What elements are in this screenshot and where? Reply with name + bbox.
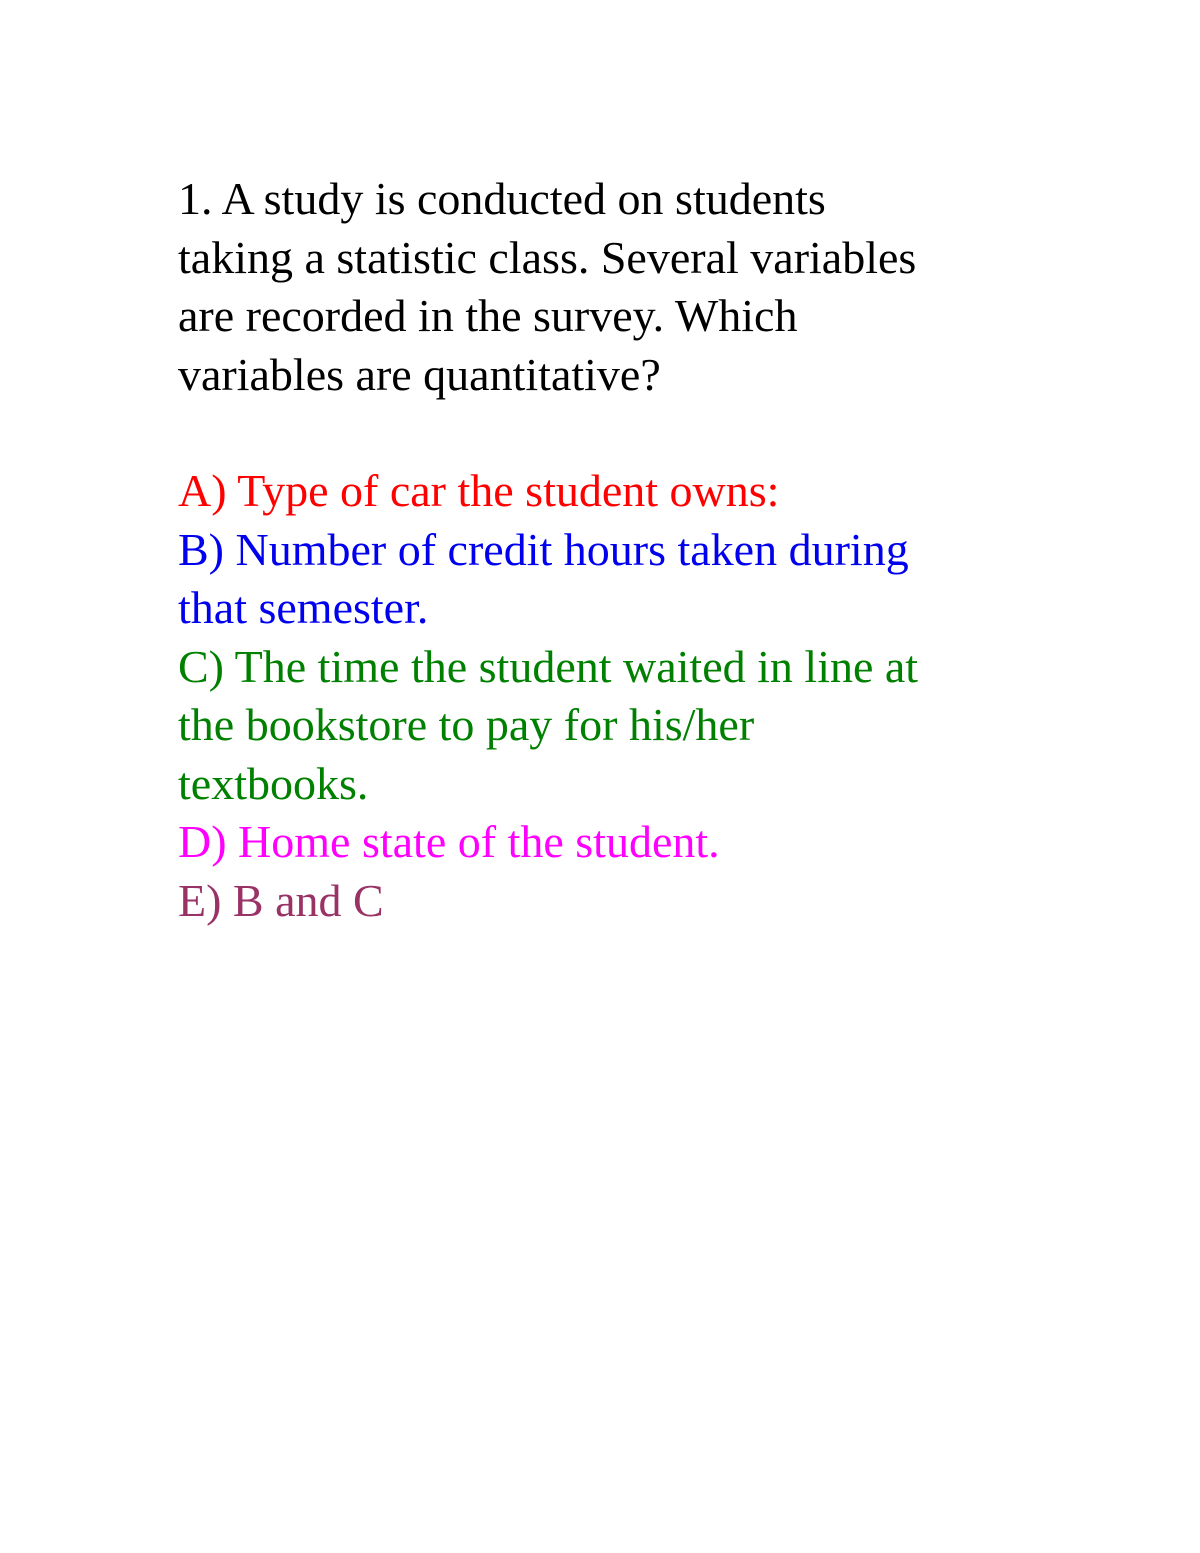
question-line: are recorded in the survey. Which xyxy=(178,290,798,341)
option-c-line: C) The time the student waited in line at xyxy=(178,640,919,692)
option-a-line: A) Type of car the student owns: xyxy=(178,465,780,516)
option-b-line: B) Number of credit hours taken during xyxy=(178,523,909,575)
question-line: taking a statistic class. Several variables xyxy=(178,231,917,283)
option-e xyxy=(178,872,1038,931)
option-d-line: D) Home state of the student. xyxy=(178,816,720,867)
option-c-line: textbooks. xyxy=(178,757,369,809)
question-line: 1. A study is conducted on students xyxy=(178,173,826,224)
question-text xyxy=(178,170,1038,404)
question-block xyxy=(178,170,1038,930)
option-b xyxy=(178,521,1038,638)
option-c-line: the bookstore to pay for his/her xyxy=(178,699,755,750)
option-d xyxy=(178,813,1038,872)
answer-options xyxy=(178,462,1038,930)
option-a xyxy=(178,462,1038,521)
option-b-line: that semester. xyxy=(178,582,429,633)
option-c xyxy=(178,638,1038,814)
option-e-line: E) B and C xyxy=(178,874,384,926)
question-line: variables are quantitative? xyxy=(178,348,661,400)
